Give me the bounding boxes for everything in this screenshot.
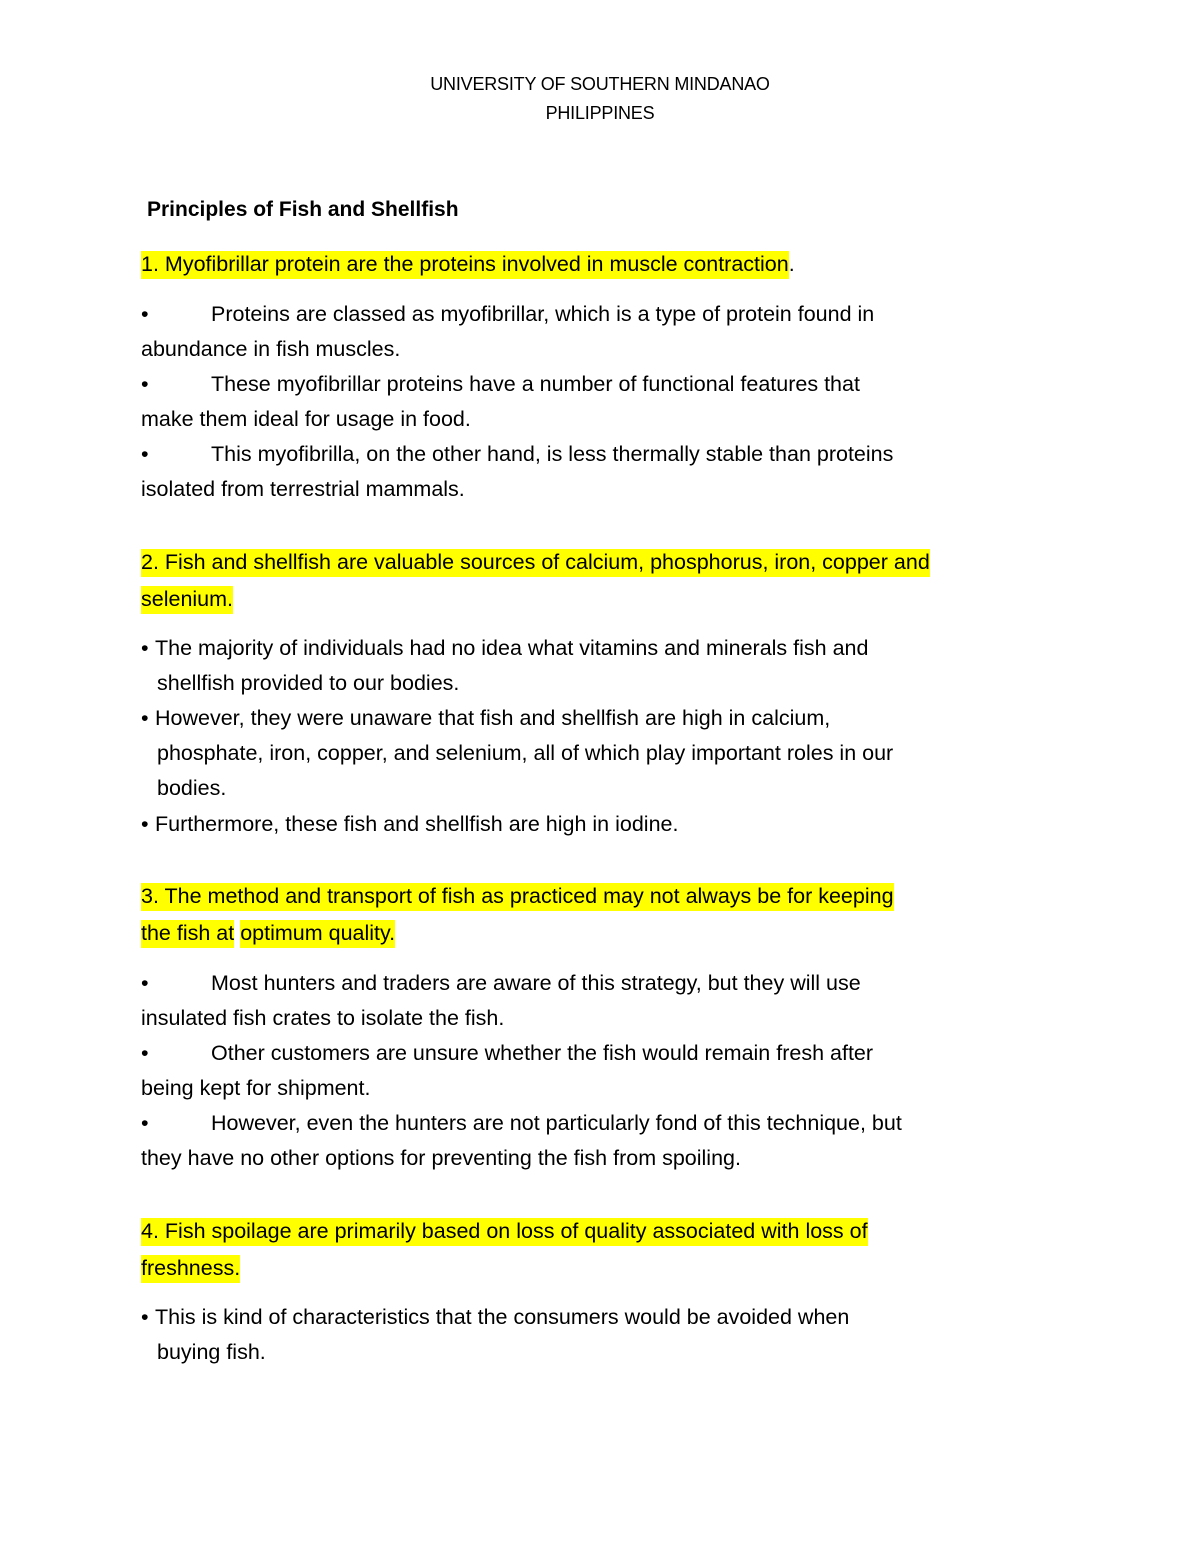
section-2-bullet-2-cont-2: bodies.: [157, 776, 227, 800]
bullet-symbol: •: [141, 706, 149, 730]
section-1-bullet-1-cont: abundance in fish muscles.: [141, 337, 401, 361]
bullet-text: However, they were unaware that fish and shellfish are high in calcium,: [155, 706, 831, 730]
bullet-text: Other customers are unsure whether the fish would remain fresh after: [211, 1041, 874, 1065]
section-2-bullet-1-cont: shellfish provided to our bodies.: [157, 671, 460, 695]
section-1-bullet-3: [141, 442, 893, 467]
bullet-symbol: •: [141, 302, 149, 326]
section-4-bullet-1-cont: buying fish.: [157, 1340, 266, 1364]
bullet-symbol: •: [141, 1111, 149, 1135]
section-3-heading-highlight-b: optimum quality.: [240, 920, 395, 948]
section-3-bullet-3-cont: they have no other options for preventing the fish from spoiling.: [141, 1146, 741, 1170]
section-2-bullet-3: [141, 812, 678, 837]
bullet-text: However, even the hunters are not particularly fond of this technique, but: [211, 1111, 902, 1135]
bullet-symbol: •: [141, 971, 149, 995]
section-4-heading-line-1: [141, 1213, 868, 1249]
section-3-bullet-1: [141, 971, 861, 996]
section-1-heading-highlight: 1. Myofibrillar protein are the proteins involved in muscle contraction: [141, 251, 789, 279]
section-3-bullet-2: [141, 1041, 873, 1066]
section-2-bullet-2-cont: phosphate, iron, copper, and selenium, all of which play important roles in our: [157, 741, 894, 765]
section-1-bullet-2: [141, 372, 860, 397]
document-title: Principles of Fish and Shellfish: [147, 198, 459, 221]
section-1-bullet-1: [141, 302, 874, 327]
section-3-bullet-1-cont: insulated fish crates to isolate the fish.: [141, 1006, 505, 1030]
section-3-bullet-2-cont: being kept for shipment.: [141, 1076, 371, 1100]
section-4-bullet-1: [141, 1305, 849, 1330]
section-3-heading-highlight-a: the fish at: [141, 920, 234, 948]
section-2-heading-line-1: [141, 544, 930, 580]
bullet-text: Furthermore, these fish and shellfish are high in iodine.: [155, 812, 679, 836]
section-4-heading-line-2: [141, 1250, 240, 1286]
section-3-heading-line-2: [141, 915, 395, 951]
bullet-symbol: •: [141, 812, 149, 836]
section-1-bullet-2-cont: make them ideal for usage in food.: [141, 407, 471, 431]
bullet-text: The majority of individuals had no idea what vitamins and minerals fish and: [155, 636, 869, 660]
section-3-bullet-3: [141, 1111, 902, 1136]
bullet-symbol: •: [141, 1305, 149, 1329]
bullet-text: These myofibrillar proteins have a number of functional features that: [211, 372, 860, 396]
section-1-heading-period: .: [788, 252, 795, 276]
section-4-heading-highlight: 4. Fish spoilage are primarily based on loss of quality associated with loss of: [141, 1218, 868, 1246]
section-2-bullet-1: [141, 636, 868, 661]
bullet-text: This myofibrilla, on the other hand, is less thermally stable than proteins: [211, 442, 894, 466]
bullet-symbol: •: [141, 442, 149, 466]
section-2-bullet-2: [141, 706, 830, 731]
section-1-bullet-3-cont: isolated from terrestrial mammals.: [141, 477, 465, 501]
bullet-symbol: •: [141, 1041, 149, 1065]
university-name: UNIVERSITY OF SOUTHERN MINDANAO: [430, 74, 770, 94]
bullet-text: Proteins are classed as myofibrillar, which is a type of protein found in: [211, 302, 875, 326]
bullet-text: This is kind of characteristics that the consumers would be avoided when: [155, 1305, 850, 1329]
bullet-text: Most hunters and traders are aware of this strategy, but they will use: [211, 971, 861, 995]
bullet-symbol: •: [141, 372, 149, 396]
section-2-heading-line-2: [141, 581, 233, 617]
section-4-heading-highlight: freshness.: [141, 1255, 240, 1283]
section-1-heading: [141, 246, 795, 282]
bullet-symbol: •: [141, 636, 149, 660]
section-3-heading-line-1: [141, 878, 894, 914]
section-2-heading-highlight: selenium.: [141, 586, 233, 614]
section-3-heading-highlight: 3. The method and transport of fish as practiced may not always be for keeping: [141, 883, 894, 911]
section-2-heading-highlight: 2. Fish and shellfish are valuable sources of calcium, phosphorus, iron, copper and: [141, 549, 930, 577]
country-name: PHILIPPINES: [545, 103, 655, 123]
